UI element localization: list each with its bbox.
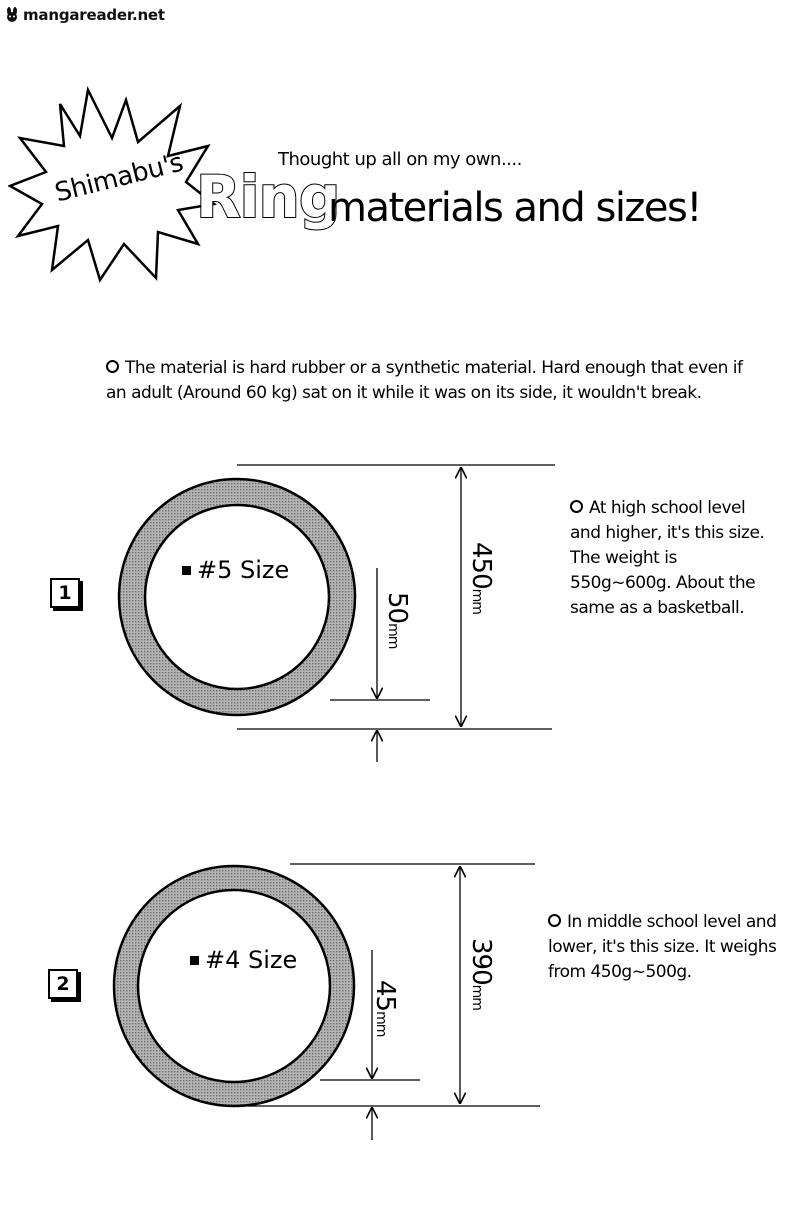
ring-2-size: #4 Size (205, 946, 298, 974)
ring-2-note (548, 910, 778, 985)
intro-text: The material is hard rubber or a synthetic material. Hard enough that even if an adult (Around 60 kg) sat on it while it was on its side, it wouldn't break. (106, 358, 743, 403)
square-bullet-icon (182, 566, 191, 575)
ring-1-note-text: At high school level and higher, it's this size. The weight is 550g~600g. About the same as a basketball. (570, 498, 765, 618)
ring-1-diameter: 450mm (466, 542, 496, 614)
ring-1-thickness: 50mm (382, 592, 412, 649)
ring-1-label (182, 556, 289, 584)
ring-2-number: 2 (48, 969, 78, 999)
subtitle: Thought up all on my own.... (278, 149, 522, 170)
circle-bullet-icon (570, 500, 583, 513)
circle-bullet-icon (548, 914, 561, 927)
ring-2-diameter: 390mm (466, 938, 496, 1010)
ring-2-note-text: In middle school level and lower, it's this size. It weighs from 450g~500g. (548, 912, 777, 982)
square-bullet-icon (190, 956, 199, 965)
ring-1-shape (132, 492, 342, 702)
ring-1-number: 1 (50, 578, 80, 608)
ring-1-size: #5 Size (197, 556, 290, 584)
title-highlight: Ring (196, 163, 340, 231)
page-title: materials and sizes! (328, 185, 701, 231)
ring-2-shape (126, 878, 342, 1094)
watermark-text: mangareader.net (23, 6, 165, 24)
ring-1-note (570, 496, 770, 621)
badge-label: Shimabu's (51, 147, 187, 209)
ring-2-thickness: 45mm (370, 980, 400, 1037)
ring-2-label (190, 946, 297, 974)
